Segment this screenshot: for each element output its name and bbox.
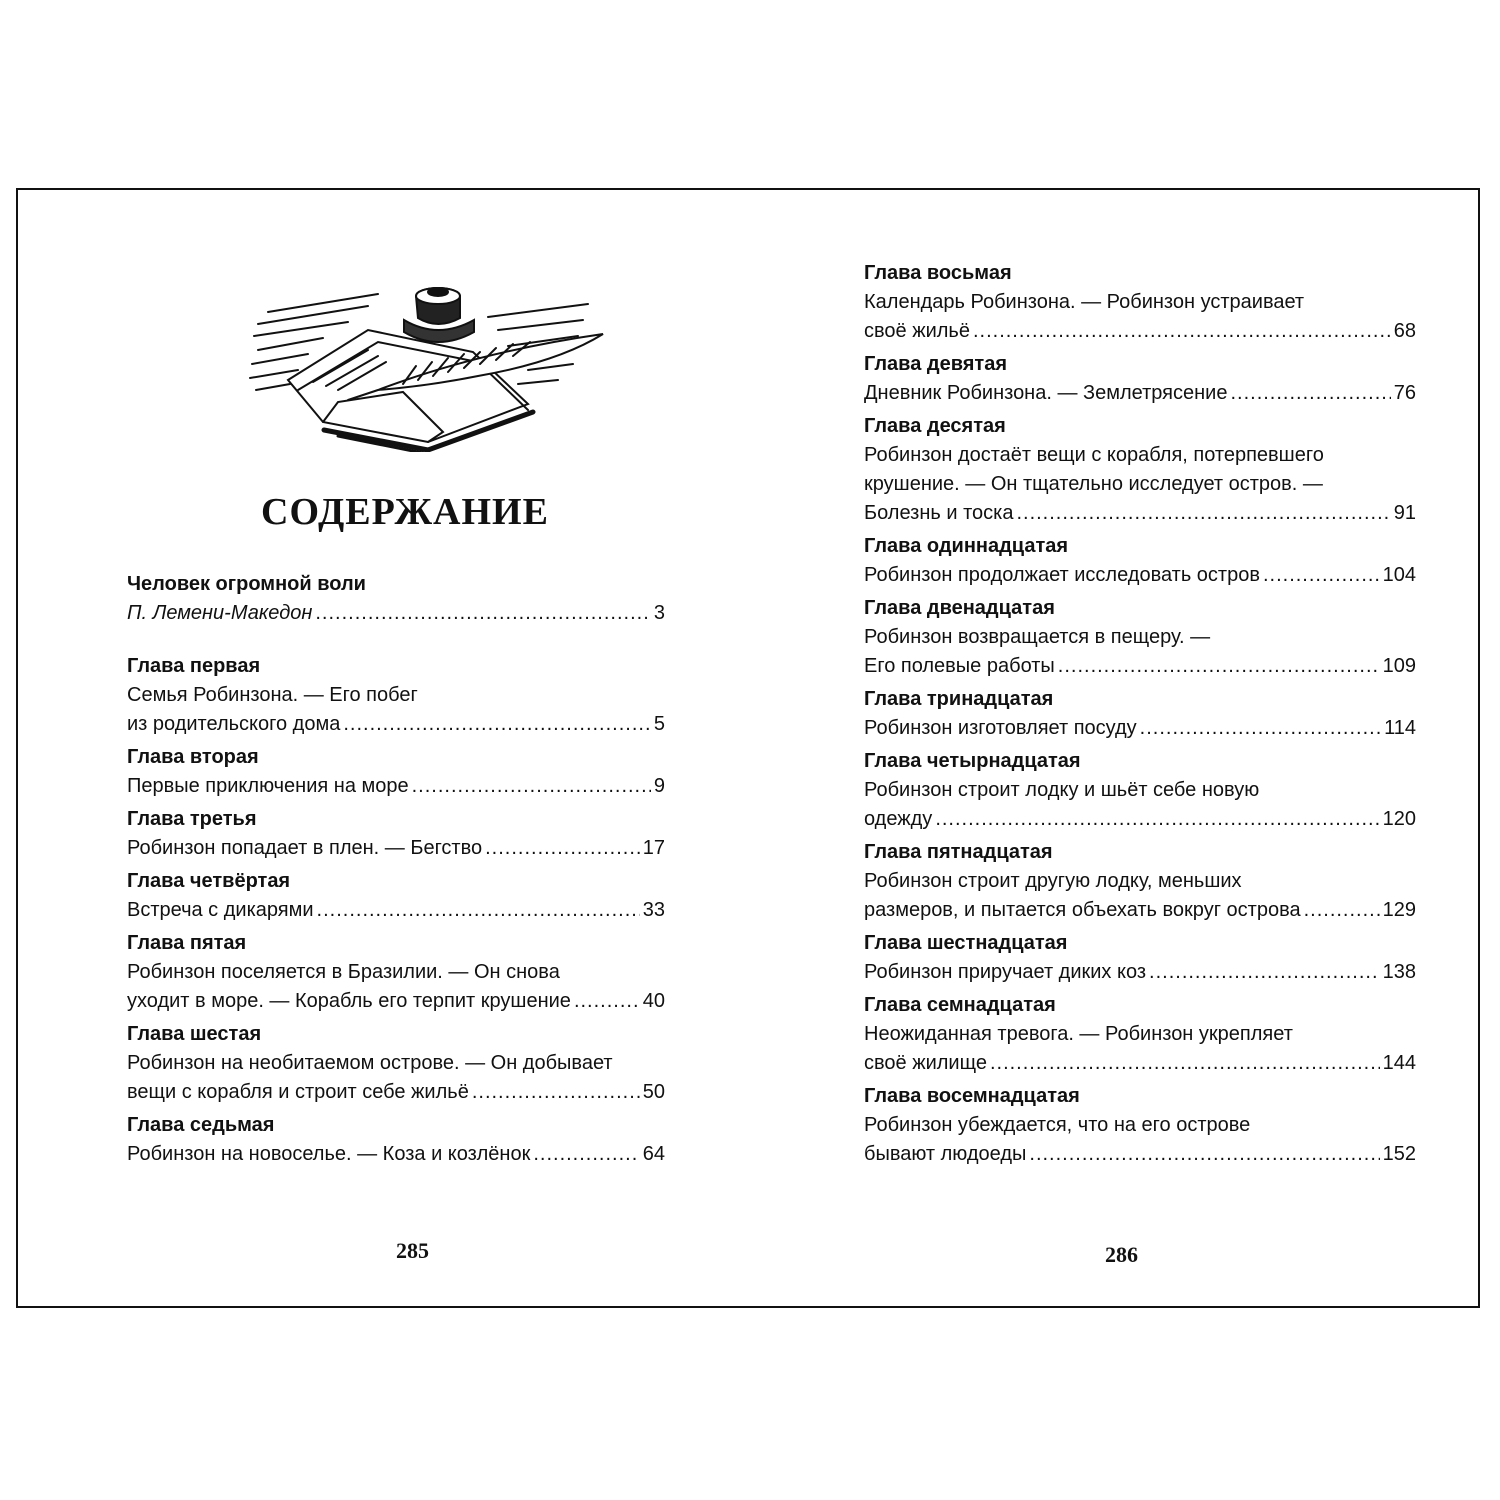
toc-chapter [127,867,665,925]
chapter-title-last: Робинзон изготовляет посуду [864,717,1137,739]
page-number: 9 [653,775,665,797]
chapter-title-line: Робинзон строит другую лодку, меньших [864,870,1242,892]
leader-dots [1016,499,1390,528]
chapter-heading: Глава седьмая [127,1114,275,1136]
toc-chapter [864,412,1416,528]
toc-right [864,259,1416,1173]
chapter-heading: Глава первая [127,655,261,677]
chapter-heading: Глава тринадцатая [864,688,1054,710]
toc-chapter [864,532,1416,590]
chapter-heading: Глава четырнадцатая [864,750,1081,772]
leader-dots [935,805,1379,834]
chapter-title-last: уходит в море. — Корабль его терпит крушение [127,990,571,1012]
page-number: 76 [1393,382,1416,404]
toc-entry[interactable] [864,379,1416,408]
toc-chapter [864,991,1416,1078]
chapter-title-last: Робинзон продолжает исследовать остров [864,564,1260,586]
contents-title: СОДЕРЖАНИЕ [261,491,549,533]
toc-entry[interactable] [127,896,665,925]
leader-dots [1263,561,1380,590]
chapter-title-last: своё жилище [864,1052,987,1074]
chapter-heading: Глава пятнадцатая [864,841,1053,863]
toc-entry[interactable] [864,317,1416,346]
chapter-title-line: Робинзон на необитаемом острове. — Он добывает [127,1052,613,1074]
leader-dots [1058,652,1380,681]
leader-dots [1149,958,1380,987]
page-number: 104 [1382,564,1416,586]
chapter-heading: Глава четвёртая [127,870,291,892]
page-number: 91 [1393,502,1416,524]
chapter-title-last: размеров, и пытается объехать вокруг острова [864,899,1301,921]
leader-dots [485,834,640,863]
page-number: 114 [1384,717,1416,739]
toc-entry[interactable] [864,1049,1416,1078]
page-number-left: 285 [396,1238,429,1263]
toc-entry[interactable] [864,1140,1416,1169]
toc-entry[interactable] [127,772,665,801]
page-number: 138 [1382,961,1416,983]
chapter-heading: Глава третья [127,808,257,830]
toc-entry[interactable] [864,896,1416,925]
chapter-title-last: Встреча с дикарями [127,899,314,921]
leader-dots [412,772,651,801]
chapter-title-last: Робинзон на новоселье. — Коза и козлёнок [127,1143,531,1165]
page-number: 109 [1382,655,1416,677]
chapter-title-line: Календарь Робинзона. — Робинзон устраивает [864,291,1305,313]
toc-left [127,570,665,1173]
chapter-title-last: одежду [864,808,933,830]
page-number: 144 [1382,1052,1416,1074]
chapter-heading: Глава двенадцатая [864,597,1055,619]
leader-dots [973,317,1391,346]
chapter-title-last: Болезнь и тоска [864,502,1014,524]
toc-chapter [127,743,665,801]
toc-entry[interactable] [127,834,665,863]
chapter-heading: Глава шестая [127,1023,262,1045]
toc-entry[interactable] [127,599,665,628]
chapter-title-last: бывают людоеды [864,1143,1027,1165]
page-number: 17 [642,837,665,859]
toc-chapter [864,838,1416,925]
page-number: 40 [642,990,665,1012]
left-page [18,190,750,1306]
leader-dots [574,987,640,1016]
leader-dots [317,896,640,925]
toc-intro [127,570,665,628]
chapter-title-line: Робинзон убеждается, что на его острове [864,1114,1251,1136]
chapter-title-line: Робинзон возвращается в пещеру. — [864,626,1211,648]
chapter-title-line: крушение. — Он тщательно исследует остров. — [864,473,1323,495]
toc-entry[interactable] [127,1078,665,1107]
chapter-heading: Глава десятая [864,415,1006,437]
page-number: 129 [1382,899,1416,921]
chapter-title-last: вещи с корабля и строит себе жильё [127,1081,469,1103]
chapter-heading: Глава одиннадцатая [864,535,1069,557]
right-page [750,190,1482,1306]
toc-entry[interactable] [864,714,1416,743]
leader-dots [1230,379,1390,408]
toc-chapter [864,747,1416,834]
toc-entry[interactable] [864,561,1416,590]
chapter-title-line: Робинзон достаёт вещи с корабля, потерпевшего [864,444,1324,466]
page-number: 33 [642,899,665,921]
toc-chapter [864,594,1416,681]
chapter-title-line: Робинзон поселяется в Бразилии. — Он снова [127,961,560,983]
page-number: 120 [1382,808,1416,830]
chapter-heading: Глава пятая [127,932,247,954]
toc-chapter [864,350,1416,408]
toc-entry[interactable] [127,710,665,739]
chapter-title-last: Дневник Робинзона. — Землетрясение [864,382,1228,404]
page-number-right: 286 [1105,1242,1138,1267]
page-number: 152 [1382,1143,1416,1165]
intro-heading: Человек огромной воли [127,573,366,595]
chapter-heading: Глава восьмая [864,262,1012,284]
intro-author: П. Лемени-Македон [127,602,313,624]
page-number: 68 [1393,320,1416,342]
inkwell-and-quill-illustration [228,272,623,452]
page-number: 5 [653,713,665,735]
toc-entry[interactable] [864,805,1416,834]
leader-dots [533,1140,639,1169]
book-spread [16,188,1480,1308]
chapter-title-last: Его полевые работы [864,655,1055,677]
leader-dots [1140,714,1381,743]
toc-entry[interactable] [127,987,665,1016]
chapter-title-line: Неожиданная тревога. — Робинзон укрепляет [864,1023,1293,1045]
chapter-title-last: своё жильё [864,320,970,342]
toc-chapter [127,652,665,739]
toc-chapter [864,685,1416,743]
chapter-title-line: Робинзон строит лодку и шьёт себе новую [864,779,1260,801]
leader-dots [472,1078,640,1107]
toc-chapter [127,1111,665,1169]
chapter-heading: Глава восемнадцатая [864,1085,1080,1107]
toc-entry[interactable] [127,1140,665,1169]
toc-chapter [864,929,1416,987]
chapter-heading: Глава шестнадцатая [864,932,1068,954]
leader-dots [343,710,651,739]
toc-chapter [864,259,1416,346]
chapter-title-last: Первые приключения на море [127,775,409,797]
chapter-title-last: из родительского дома [127,713,341,735]
chapter-heading: Глава девятая [864,353,1007,375]
leader-dots [990,1049,1380,1078]
page-number: 50 [642,1081,665,1103]
toc-entry[interactable] [864,958,1416,987]
toc-chapter [127,929,665,1016]
toc-chapter [127,805,665,863]
toc-entry[interactable] [864,652,1416,681]
chapter-title-last: Робинзон приручает диких коз [864,961,1147,983]
page-number: 64 [642,1143,665,1165]
toc-entry[interactable] [864,499,1416,528]
chapter-title-last: Робинзон попадает в плен. — Бегство [127,837,483,859]
chapter-title-line: Семья Робинзона. — Его побег [127,684,418,706]
toc-chapter [864,1082,1416,1169]
leader-dots [1304,896,1380,925]
page-number: 3 [653,602,665,624]
leader-dots [1029,1140,1379,1169]
toc-chapter [127,1020,665,1107]
chapter-heading: Глава вторая [127,746,259,768]
chapter-heading: Глава семнадцатая [864,994,1056,1016]
leader-dots [315,599,651,628]
